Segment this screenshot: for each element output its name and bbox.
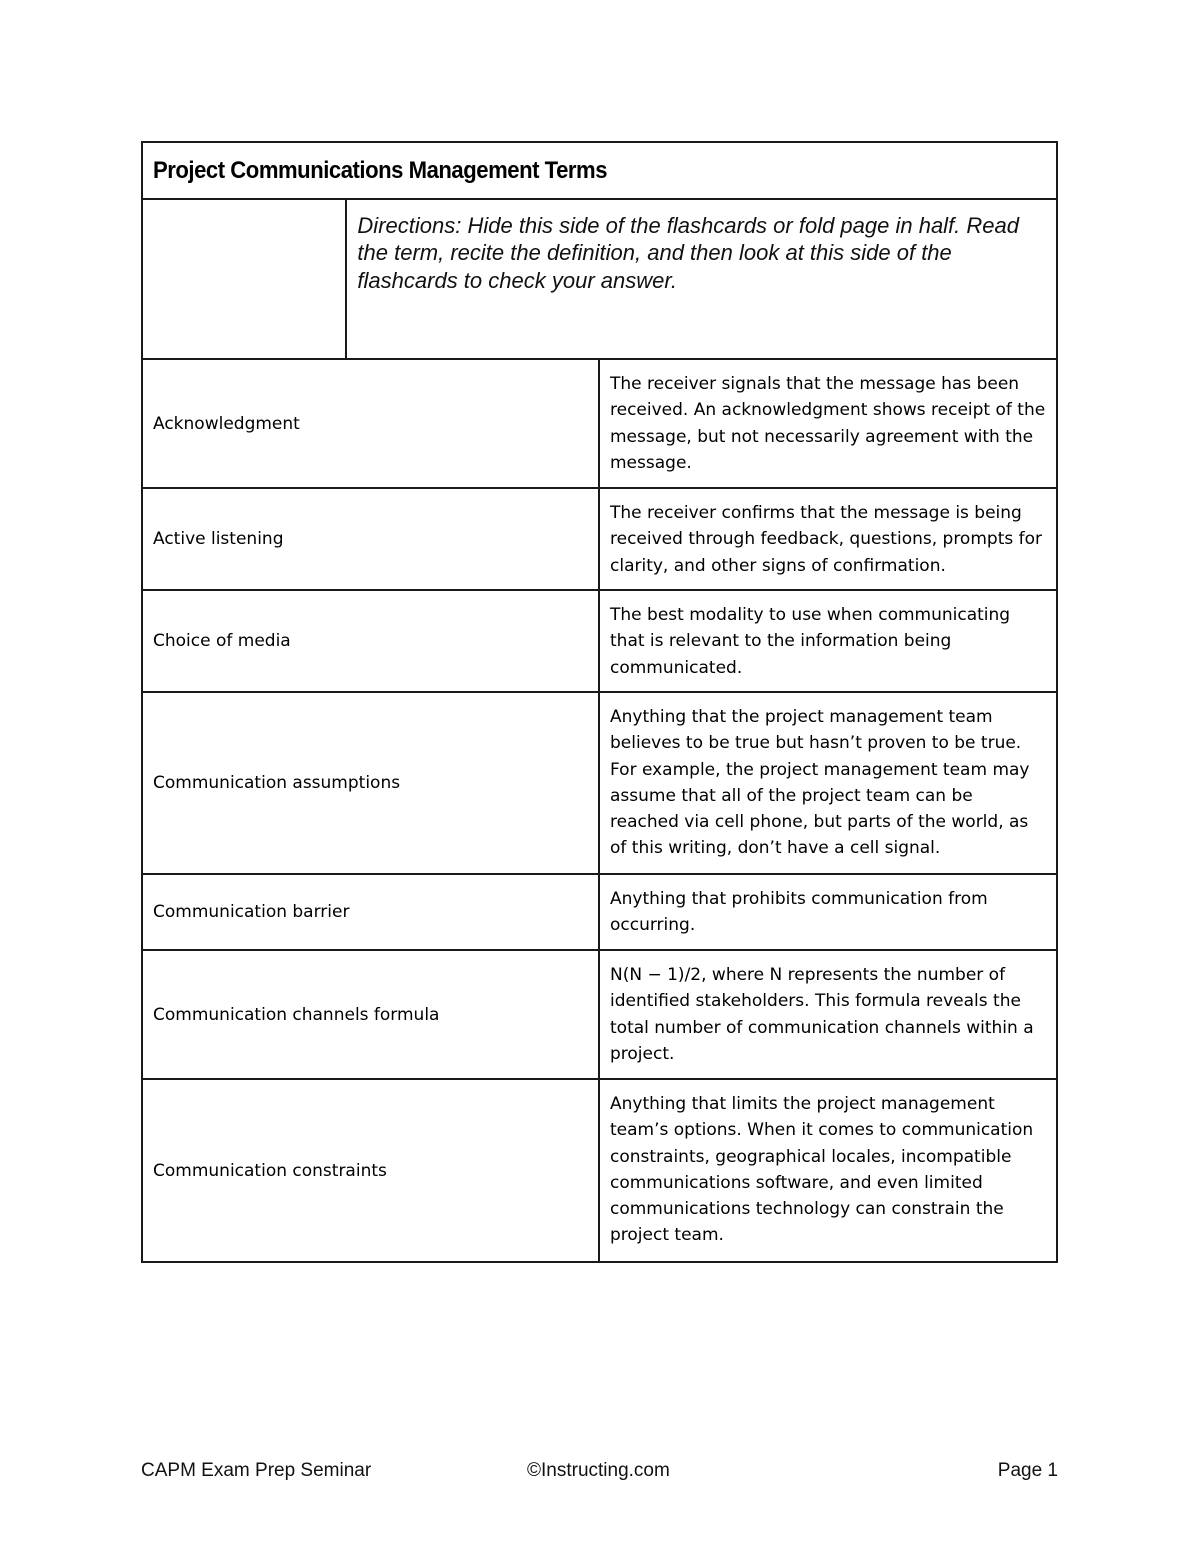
footer-left: CAPM Exam Prep Seminar bbox=[141, 1460, 372, 1481]
term-cell: Acknowledgment bbox=[143, 360, 600, 487]
definition-cell: The best modality to use when communicating that is relevant to the information being communicated. bbox=[610, 605, 1011, 678]
definition-cell: Anything that the project management team believes to be true but hasn’t proven to be true. For example, the project management team may assume that all of the project team can be reached via cell phone, but parts of the world, as of this writing, don’t have a cell signal. bbox=[610, 707, 1030, 859]
definition-cell: The receiver confirms that the message is being received through feedback, questions, prompts for clarity, and other signs of confirmation. bbox=[610, 503, 1042, 576]
term-cell: Choice of media bbox=[143, 591, 600, 691]
term-cell: Communication channels formula bbox=[143, 951, 600, 1078]
flashcard-table bbox=[141, 141, 1058, 1263]
definition-cell: Anything that prohibits communication from occurring. bbox=[610, 889, 988, 936]
term-cell: Communication barrier bbox=[143, 875, 600, 949]
term-cell: Communication assumptions bbox=[143, 693, 600, 873]
directions-text: Directions: Hide this side of the flashcards or fold page in half. Read the term, recite the definition, and then look at this side of the flashcards to check your answer. bbox=[357, 213, 1020, 293]
table-row bbox=[143, 489, 1056, 591]
directions-row bbox=[143, 200, 1056, 360]
table-row bbox=[143, 693, 1056, 875]
term-cell-empty bbox=[143, 200, 347, 358]
table-row bbox=[143, 1080, 1056, 1261]
table-row bbox=[143, 591, 1056, 693]
table-row bbox=[143, 951, 1056, 1080]
definition-cell: The receiver signals that the message has been received. An acknowledgment shows receipt of the message, but not necessarily agreement with the message. bbox=[610, 374, 1046, 473]
definition-cell: N(N − 1)/2, where N represents the number of identified stakeholders. This formula reveals the total number of communication channels within a project. bbox=[610, 965, 1034, 1064]
term-cell: Communication constraints bbox=[143, 1080, 600, 1261]
table-row bbox=[143, 875, 1056, 951]
term-cell: Active listening bbox=[143, 489, 600, 589]
footer-page-number: Page 1 bbox=[997, 1460, 1058, 1481]
page-title: Project Communications Management Terms bbox=[153, 156, 608, 184]
title-row bbox=[143, 143, 1056, 200]
footer-center: ©Instructing.com bbox=[527, 1460, 670, 1481]
definition-cell: Anything that limits the project management team’s options. When it comes to communication constraints, geographical locales, incompatible communications software, and even limited communications technology can constrain the project team. bbox=[610, 1094, 1034, 1246]
table-row bbox=[143, 360, 1056, 489]
